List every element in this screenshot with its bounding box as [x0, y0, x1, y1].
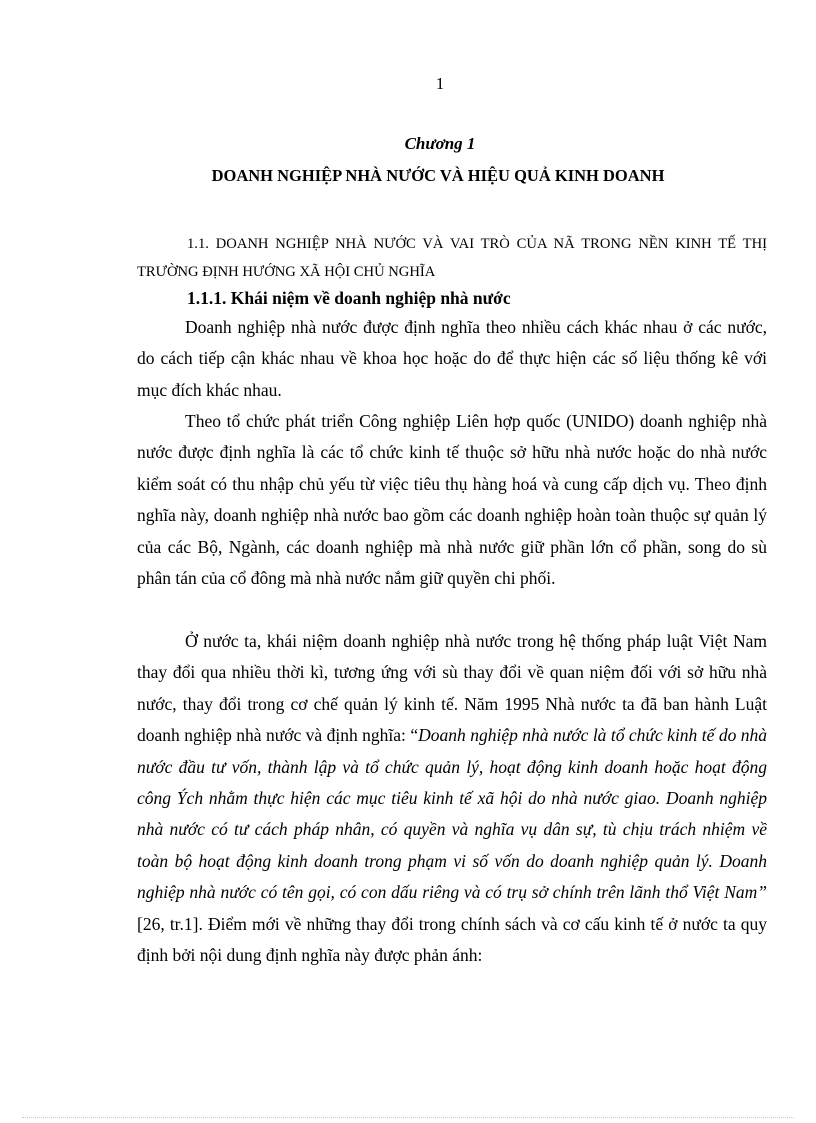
- page-number: 1: [435, 74, 445, 93]
- chapter-title: DOANH NGHIỆP NHÀ NƯỚC VÀ HIỆU QUẢ KINH DOANH: [211, 166, 665, 185]
- section-heading: 1.1. DOANH NGHIỆP NHÀ NƯỚC VÀ VAI TRÒ CỦA NÃ TRONG NỀN KINH TẾ THỊ TRƯỜNG ĐỊNH HƯỚNG XÃ HỘI CHỦ NGHĨA: [137, 236, 767, 280]
- subsection-heading: 1.1.1. Khái niệm về doanh nghiệp nhà nước: [187, 288, 511, 308]
- body-paragraph-3: [137, 626, 767, 971]
- paragraph-3-lead: Ở nước ta, khái niệm doanh nghiệp nhà nước trong hệ thống pháp luật Việt Nam thay đổi qua nhiều thời kì, tương ứng với sù thay đổi về quan niệm đối với sở hữu nhà nước, thay đổi trong cơ chế quản lý kinh tế. Năm 1995 Nhà nước ta đã ban hành Luật doanh nghiệp nhà nước và định nghĩa: “: [137, 631, 767, 746]
- paragraph-3-tail: [26, tr.1]. Điểm mới về những thay đổi trong chính sách và cơ cấu kinh tế ở nước ta quy định bởi nội dung định nghĩa này được phản ánh:: [137, 913, 767, 966]
- body-paragraph-2: Theo tổ chức phát triển Công nghiệp Liên hợp quốc (UNIDO) doanh nghiệp nhà nước được định nghĩa là các tổ chức kinh tế thuộc sở hữu nhà nước hoặc do nhà nước kiểm soát có thu nhập chủ yếu từ việc tiêu thụ hàng hoá và cung cấp dịch vụ. Theo định nghĩa này, doanh nghiệp nhà nước bao gồm các doanh nghiệp hoàn toàn thuộc sự quản lý của các Bộ, Ngành, các doanh nghiệp mà nhà nước giữ phần lớn cổ phần, song do sù phân tán của cổ đông mà nhà nước nắm giữ quyền chi phối.: [137, 411, 767, 589]
- chapter-label: Chương 1: [404, 134, 476, 153]
- body-paragraph-1: Doanh nghiệp nhà nước được định nghĩa theo nhiều cách khác nhau ở các nước, do cách tiếp cận khác nhau về khoa học hoặc do để thực hiện các số liệu thống kê với mục đích khác nhau.: [137, 317, 767, 400]
- law-definition-quote: Doanh nghiệp nhà nước là tổ chức kinh tế do nhà nước đầu tư vốn, thành lập và tổ chức quản lý, hoạt động kinh doanh hoặc hoạt động công Ých nhằm thực hiện các mục tiêu kinh tế xã hội do nhà nước giao. Doanh nghiệp nhà nước có tư cách pháp nhân, có quyền và nghĩa vụ dân sự, tù chịu trách nhiệm về toàn bộ hoạt động kinh doanh trong phạm vi số vốn do doanh nghiệp quản lý. Doanh nghiệp nhà nước có tên gọi, có con dấu riêng và có trụ sở chính trên lãnh thổ Việt Nam”: [137, 725, 768, 903]
- page-bottom-divider: [22, 1117, 794, 1118]
